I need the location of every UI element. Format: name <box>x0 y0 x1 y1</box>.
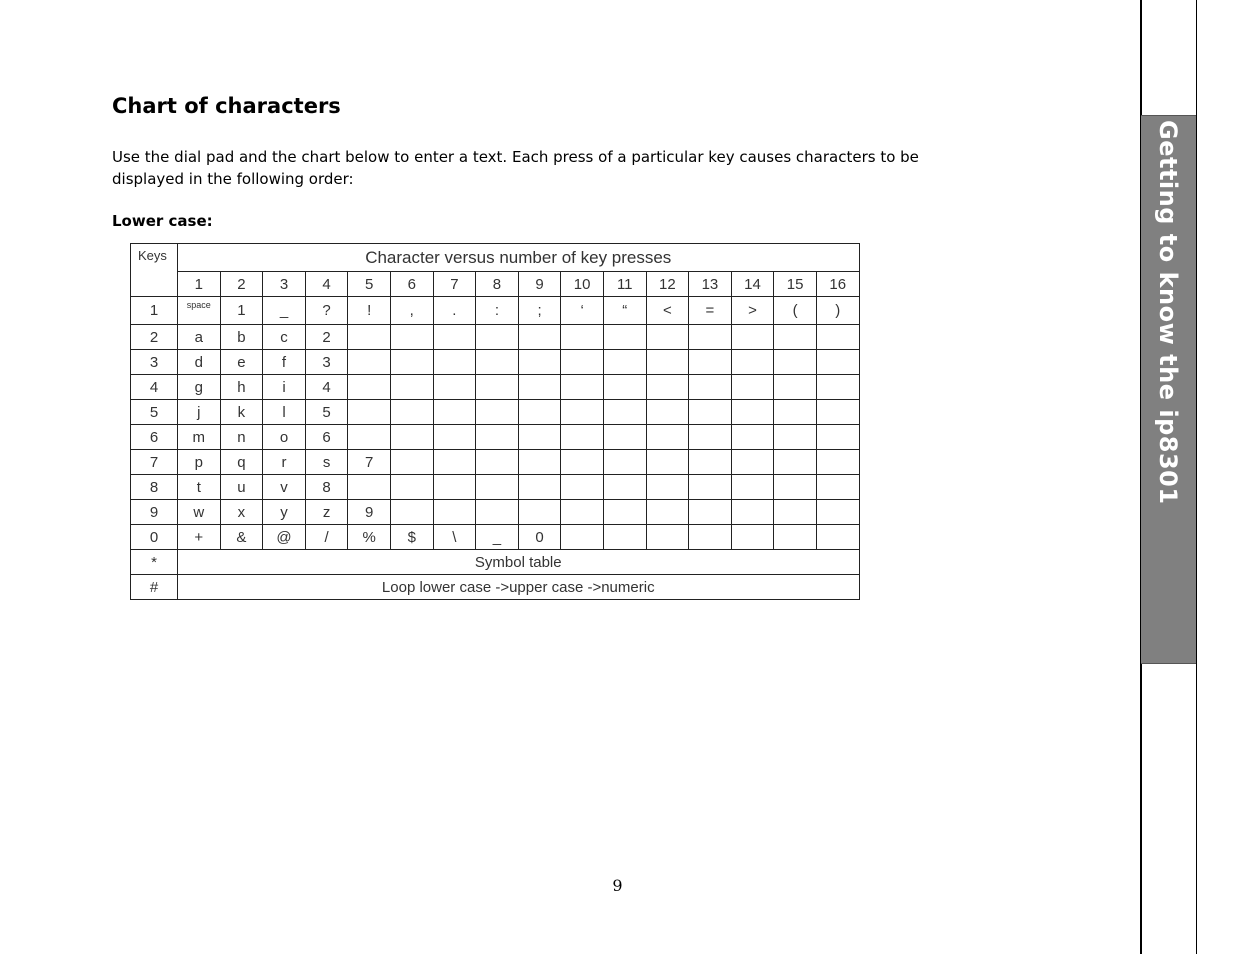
char-cell: _ <box>263 297 306 325</box>
char-cell <box>433 375 476 400</box>
char-cell <box>390 450 433 475</box>
char-cell <box>774 500 817 525</box>
char-cell: $ <box>390 525 433 550</box>
char-cell <box>689 325 732 350</box>
char-cell <box>816 325 859 350</box>
char-cell <box>646 400 689 425</box>
char-cell <box>603 500 646 525</box>
char-cell: 1 <box>220 297 263 325</box>
char-cell: p <box>178 450 221 475</box>
press-number-cell: 6 <box>390 272 433 297</box>
hash-row-label: Loop lower case ->upper case ->numeric <box>178 575 860 600</box>
char-cell: i <box>263 375 306 400</box>
key-cell: 6 <box>131 425 178 450</box>
char-cell <box>561 375 604 400</box>
char-cell <box>390 350 433 375</box>
char-cell <box>476 375 519 400</box>
char-cell: n <box>220 425 263 450</box>
char-cell: 4 <box>305 375 348 400</box>
char-cell <box>774 450 817 475</box>
char-cell <box>561 500 604 525</box>
char-cell: o <box>263 425 306 450</box>
char-cell <box>816 500 859 525</box>
char-cell <box>646 375 689 400</box>
press-number-cell: 4 <box>305 272 348 297</box>
char-cell: l <box>263 400 306 425</box>
page-heading: Chart of characters <box>112 94 341 118</box>
char-cell <box>646 325 689 350</box>
char-cell: 9 <box>348 500 391 525</box>
key-cell: # <box>131 575 178 600</box>
char-cell <box>689 350 732 375</box>
char-cell: ‘ <box>561 297 604 325</box>
press-number-cell: 16 <box>816 272 859 297</box>
press-number-cell: 5 <box>348 272 391 297</box>
press-number-cell: 9 <box>518 272 561 297</box>
char-cell <box>603 325 646 350</box>
char-cell: ( <box>774 297 817 325</box>
char-cell: : <box>476 297 519 325</box>
char-cell <box>816 350 859 375</box>
char-cell <box>476 400 519 425</box>
press-number-row <box>131 272 860 297</box>
char-cell: v <box>263 475 306 500</box>
char-cell: y <box>263 500 306 525</box>
char-cell <box>646 425 689 450</box>
chart-title: Character versus number of key presses <box>178 244 860 272</box>
char-cell: 2 <box>305 325 348 350</box>
char-cell <box>603 450 646 475</box>
key-cell: 5 <box>131 400 178 425</box>
key-cell: 7 <box>131 450 178 475</box>
char-cell <box>561 325 604 350</box>
key-row <box>131 525 860 550</box>
char-cell <box>561 525 604 550</box>
char-cell: u <box>220 475 263 500</box>
char-cell <box>816 475 859 500</box>
char-cell <box>731 500 774 525</box>
char-cell: 3 <box>305 350 348 375</box>
char-cell <box>603 400 646 425</box>
char-cell <box>731 325 774 350</box>
star-row <box>131 550 860 575</box>
char-cell <box>518 400 561 425</box>
char-cell <box>816 525 859 550</box>
char-cell <box>731 375 774 400</box>
key-row <box>131 500 860 525</box>
char-cell <box>816 425 859 450</box>
char-cell <box>561 350 604 375</box>
char-cell <box>390 325 433 350</box>
press-number-cell: 8 <box>476 272 519 297</box>
char-cell <box>390 475 433 500</box>
lower-case-subheading: Lower case: <box>112 212 213 230</box>
char-cell <box>731 350 774 375</box>
char-cell <box>348 400 391 425</box>
press-number-cell: 11 <box>603 272 646 297</box>
char-cell <box>433 325 476 350</box>
char-cell: “ <box>603 297 646 325</box>
char-cell: > <box>731 297 774 325</box>
key-cell: 4 <box>131 375 178 400</box>
char-cell <box>390 425 433 450</box>
char-cell: ) <box>816 297 859 325</box>
key-row <box>131 350 860 375</box>
intro-paragraph: Use the dial pad and the chart below to enter a text. Each press of a particular key causes characters to be displayed in the following order: <box>112 148 919 188</box>
key-row <box>131 475 860 500</box>
char-cell: + <box>178 525 221 550</box>
char-cell <box>433 400 476 425</box>
char-cell <box>518 350 561 375</box>
char-cell <box>603 350 646 375</box>
key-cell: 0 <box>131 525 178 550</box>
key-row <box>131 425 860 450</box>
char-cell <box>348 375 391 400</box>
char-cell <box>816 400 859 425</box>
key-cell: * <box>131 550 178 575</box>
key-cell: 8 <box>131 475 178 500</box>
char-cell <box>774 525 817 550</box>
char-cell <box>561 425 604 450</box>
char-cell <box>774 375 817 400</box>
char-cell <box>433 425 476 450</box>
press-number-cell: 10 <box>561 272 604 297</box>
char-cell: r <box>263 450 306 475</box>
char-cell <box>689 375 732 400</box>
char-cell <box>518 425 561 450</box>
char-cell: d <box>178 350 221 375</box>
char-cell <box>433 500 476 525</box>
star-row-label: Symbol table <box>178 550 860 575</box>
char-cell <box>774 475 817 500</box>
char-cell <box>433 475 476 500</box>
char-cell: & <box>220 525 263 550</box>
char-cell: % <box>348 525 391 550</box>
char-cell: / <box>305 525 348 550</box>
char-cell: , <box>390 297 433 325</box>
press-number-cell: 14 <box>731 272 774 297</box>
char-cell: 0 <box>518 525 561 550</box>
key-row <box>131 375 860 400</box>
key-cell: 2 <box>131 325 178 350</box>
press-number-cell: 1 <box>178 272 221 297</box>
press-number-cell: 12 <box>646 272 689 297</box>
char-cell <box>774 350 817 375</box>
char-cell <box>731 475 774 500</box>
char-cell: f <box>263 350 306 375</box>
char-cell <box>689 450 732 475</box>
char-cell: s <box>305 450 348 475</box>
char-cell: x <box>220 500 263 525</box>
key-row <box>131 450 860 475</box>
char-cell: b <box>220 325 263 350</box>
chart-body <box>131 297 860 600</box>
char-cell <box>476 425 519 450</box>
char-cell <box>518 475 561 500</box>
char-cell <box>476 475 519 500</box>
char-cell: m <box>178 425 221 450</box>
chart-title-row <box>131 244 860 272</box>
char-cell <box>603 375 646 400</box>
key-cell: 1 <box>131 297 178 325</box>
char-cell: 8 <box>305 475 348 500</box>
char-cell: w <box>178 500 221 525</box>
char-cell: 5 <box>305 400 348 425</box>
press-number-cell: 15 <box>774 272 817 297</box>
char-cell <box>348 325 391 350</box>
char-cell <box>518 375 561 400</box>
char-cell <box>646 450 689 475</box>
char-cell <box>390 500 433 525</box>
char-cell <box>390 400 433 425</box>
char-cell: _ <box>476 525 519 550</box>
char-cell <box>646 525 689 550</box>
char-cell <box>731 425 774 450</box>
char-cell <box>476 450 519 475</box>
char-cell <box>476 350 519 375</box>
char-cell: c <box>263 325 306 350</box>
char-cell <box>348 475 391 500</box>
key-cell: 9 <box>131 500 178 525</box>
char-cell <box>774 325 817 350</box>
char-cell <box>518 500 561 525</box>
key-cell: 3 <box>131 350 178 375</box>
char-cell <box>561 450 604 475</box>
char-cell <box>689 425 732 450</box>
char-cell: k <box>220 400 263 425</box>
side-tab-label: Getting to know the ip8301 <box>1154 120 1182 505</box>
char-cell <box>689 475 732 500</box>
char-cell <box>476 325 519 350</box>
char-cell <box>390 375 433 400</box>
side-divider-right <box>1196 0 1197 954</box>
hash-row <box>131 575 860 600</box>
press-number-cell: 2 <box>220 272 263 297</box>
char-cell <box>348 350 391 375</box>
key-row <box>131 325 860 350</box>
char-cell <box>689 400 732 425</box>
char-cell <box>646 350 689 375</box>
char-cell <box>731 450 774 475</box>
char-cell <box>561 400 604 425</box>
char-cell: = <box>689 297 732 325</box>
char-cell <box>518 325 561 350</box>
char-cell: \ <box>433 525 476 550</box>
char-cell: ; <box>518 297 561 325</box>
char-cell <box>774 425 817 450</box>
char-cell: @ <box>263 525 306 550</box>
char-cell <box>774 400 817 425</box>
char-cell: . <box>433 297 476 325</box>
char-cell: 7 <box>348 450 391 475</box>
char-cell: g <box>178 375 221 400</box>
char-cell <box>816 450 859 475</box>
char-cell <box>518 450 561 475</box>
char-cell: 6 <box>305 425 348 450</box>
char-cell <box>816 375 859 400</box>
char-cell <box>476 500 519 525</box>
character-chart-table <box>130 243 860 600</box>
char-cell: z <box>305 500 348 525</box>
char-cell: ! <box>348 297 391 325</box>
char-cell: t <box>178 475 221 500</box>
press-number-cell: 3 <box>263 272 306 297</box>
char-cell: h <box>220 375 263 400</box>
char-cell <box>731 400 774 425</box>
char-cell <box>603 525 646 550</box>
char-cell <box>433 350 476 375</box>
char-cell <box>689 500 732 525</box>
key-row <box>131 400 860 425</box>
char-cell: a <box>178 325 221 350</box>
char-cell: ? <box>305 297 348 325</box>
char-cell: e <box>220 350 263 375</box>
char-cell: space <box>178 297 221 325</box>
char-cell <box>646 475 689 500</box>
char-cell: q <box>220 450 263 475</box>
press-number-cell: 13 <box>689 272 732 297</box>
char-cell <box>731 525 774 550</box>
char-cell <box>603 475 646 500</box>
char-cell <box>348 425 391 450</box>
char-cell <box>603 425 646 450</box>
char-cell: < <box>646 297 689 325</box>
key-row <box>131 297 860 325</box>
press-number-cell: 7 <box>433 272 476 297</box>
page-number: 9 <box>612 876 623 895</box>
char-cell <box>433 450 476 475</box>
char-cell: j <box>178 400 221 425</box>
char-cell <box>689 525 732 550</box>
char-cell <box>561 475 604 500</box>
keys-header: Keys <box>131 244 178 297</box>
char-cell <box>646 500 689 525</box>
